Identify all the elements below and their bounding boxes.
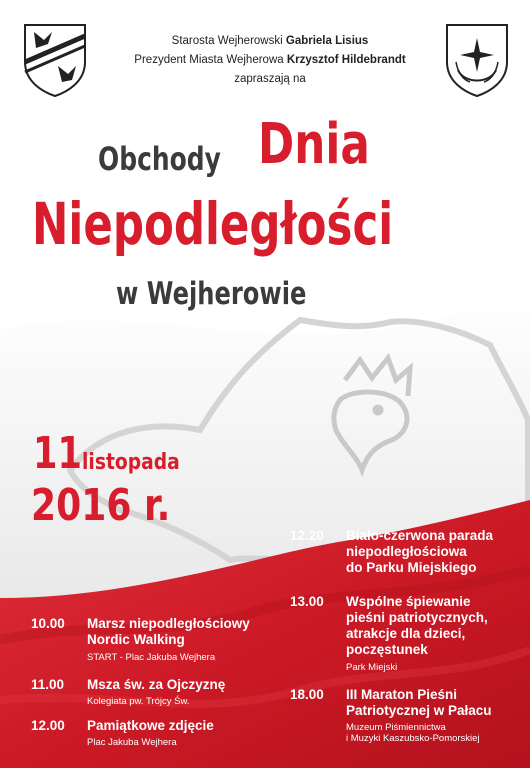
host-line-1: Starosta Wejherowski Gabriela Lisius bbox=[171, 35, 369, 47]
event-name: III Maraton Pieśni Patriotycznej w Pałacu bbox=[346, 687, 492, 718]
event-time: 13.00 bbox=[290, 594, 324, 609]
event-name: Msza św. za Ojczyznę bbox=[87, 677, 226, 692]
event-place: Plac Jakuba Wejhera bbox=[87, 737, 177, 748]
event-time: 11.00 bbox=[31, 677, 65, 692]
event-place: Kolegiata pw. Trójcy Św. bbox=[87, 696, 190, 707]
city-crest-icon bbox=[444, 22, 510, 98]
event-place: START - Plac Jakuba Wejhera bbox=[87, 652, 216, 663]
event-name: Marsz niepodległościowy Nordic Walking bbox=[87, 616, 250, 647]
event-time: 18.00 bbox=[290, 687, 324, 702]
event-time: 12.00 bbox=[31, 718, 65, 733]
event-name: Pamiątkowe zdjęcie bbox=[87, 718, 214, 733]
host-line-2: Prezydent Miasta Wejherowa Krzysztof Hildebrandt bbox=[134, 54, 406, 66]
title-dnia: Dnia bbox=[258, 112, 370, 177]
event-place: Park Miejski bbox=[346, 662, 398, 673]
title-niepodleglosci: Niepodległości bbox=[32, 190, 394, 258]
event-time: 12.20 bbox=[290, 528, 324, 543]
host-line-3: zapraszają na bbox=[234, 73, 306, 85]
event-time: 10.00 bbox=[31, 616, 65, 631]
county-crest-icon bbox=[22, 22, 88, 98]
title-w-wejherowie: w Wejherowie bbox=[116, 276, 307, 312]
hosts-text bbox=[100, 32, 440, 89]
date-month: listopada bbox=[82, 450, 180, 475]
title-obchody: Obchody bbox=[98, 140, 221, 178]
event-name: Biało-czerwona parada niepodległościowa do Parku Miejskiego bbox=[346, 528, 494, 575]
event-place: Muzeum Piśmiennictwa i Muzyki Kaszubsko-Pomorskiej bbox=[346, 722, 480, 744]
event-name: Wspólne śpiewanie pieśni patriotycznych, atrakcje dla dzieci, poczęstunek bbox=[346, 594, 488, 657]
date-day: 11 bbox=[33, 428, 82, 479]
date-year: 2016 r. bbox=[31, 480, 171, 531]
